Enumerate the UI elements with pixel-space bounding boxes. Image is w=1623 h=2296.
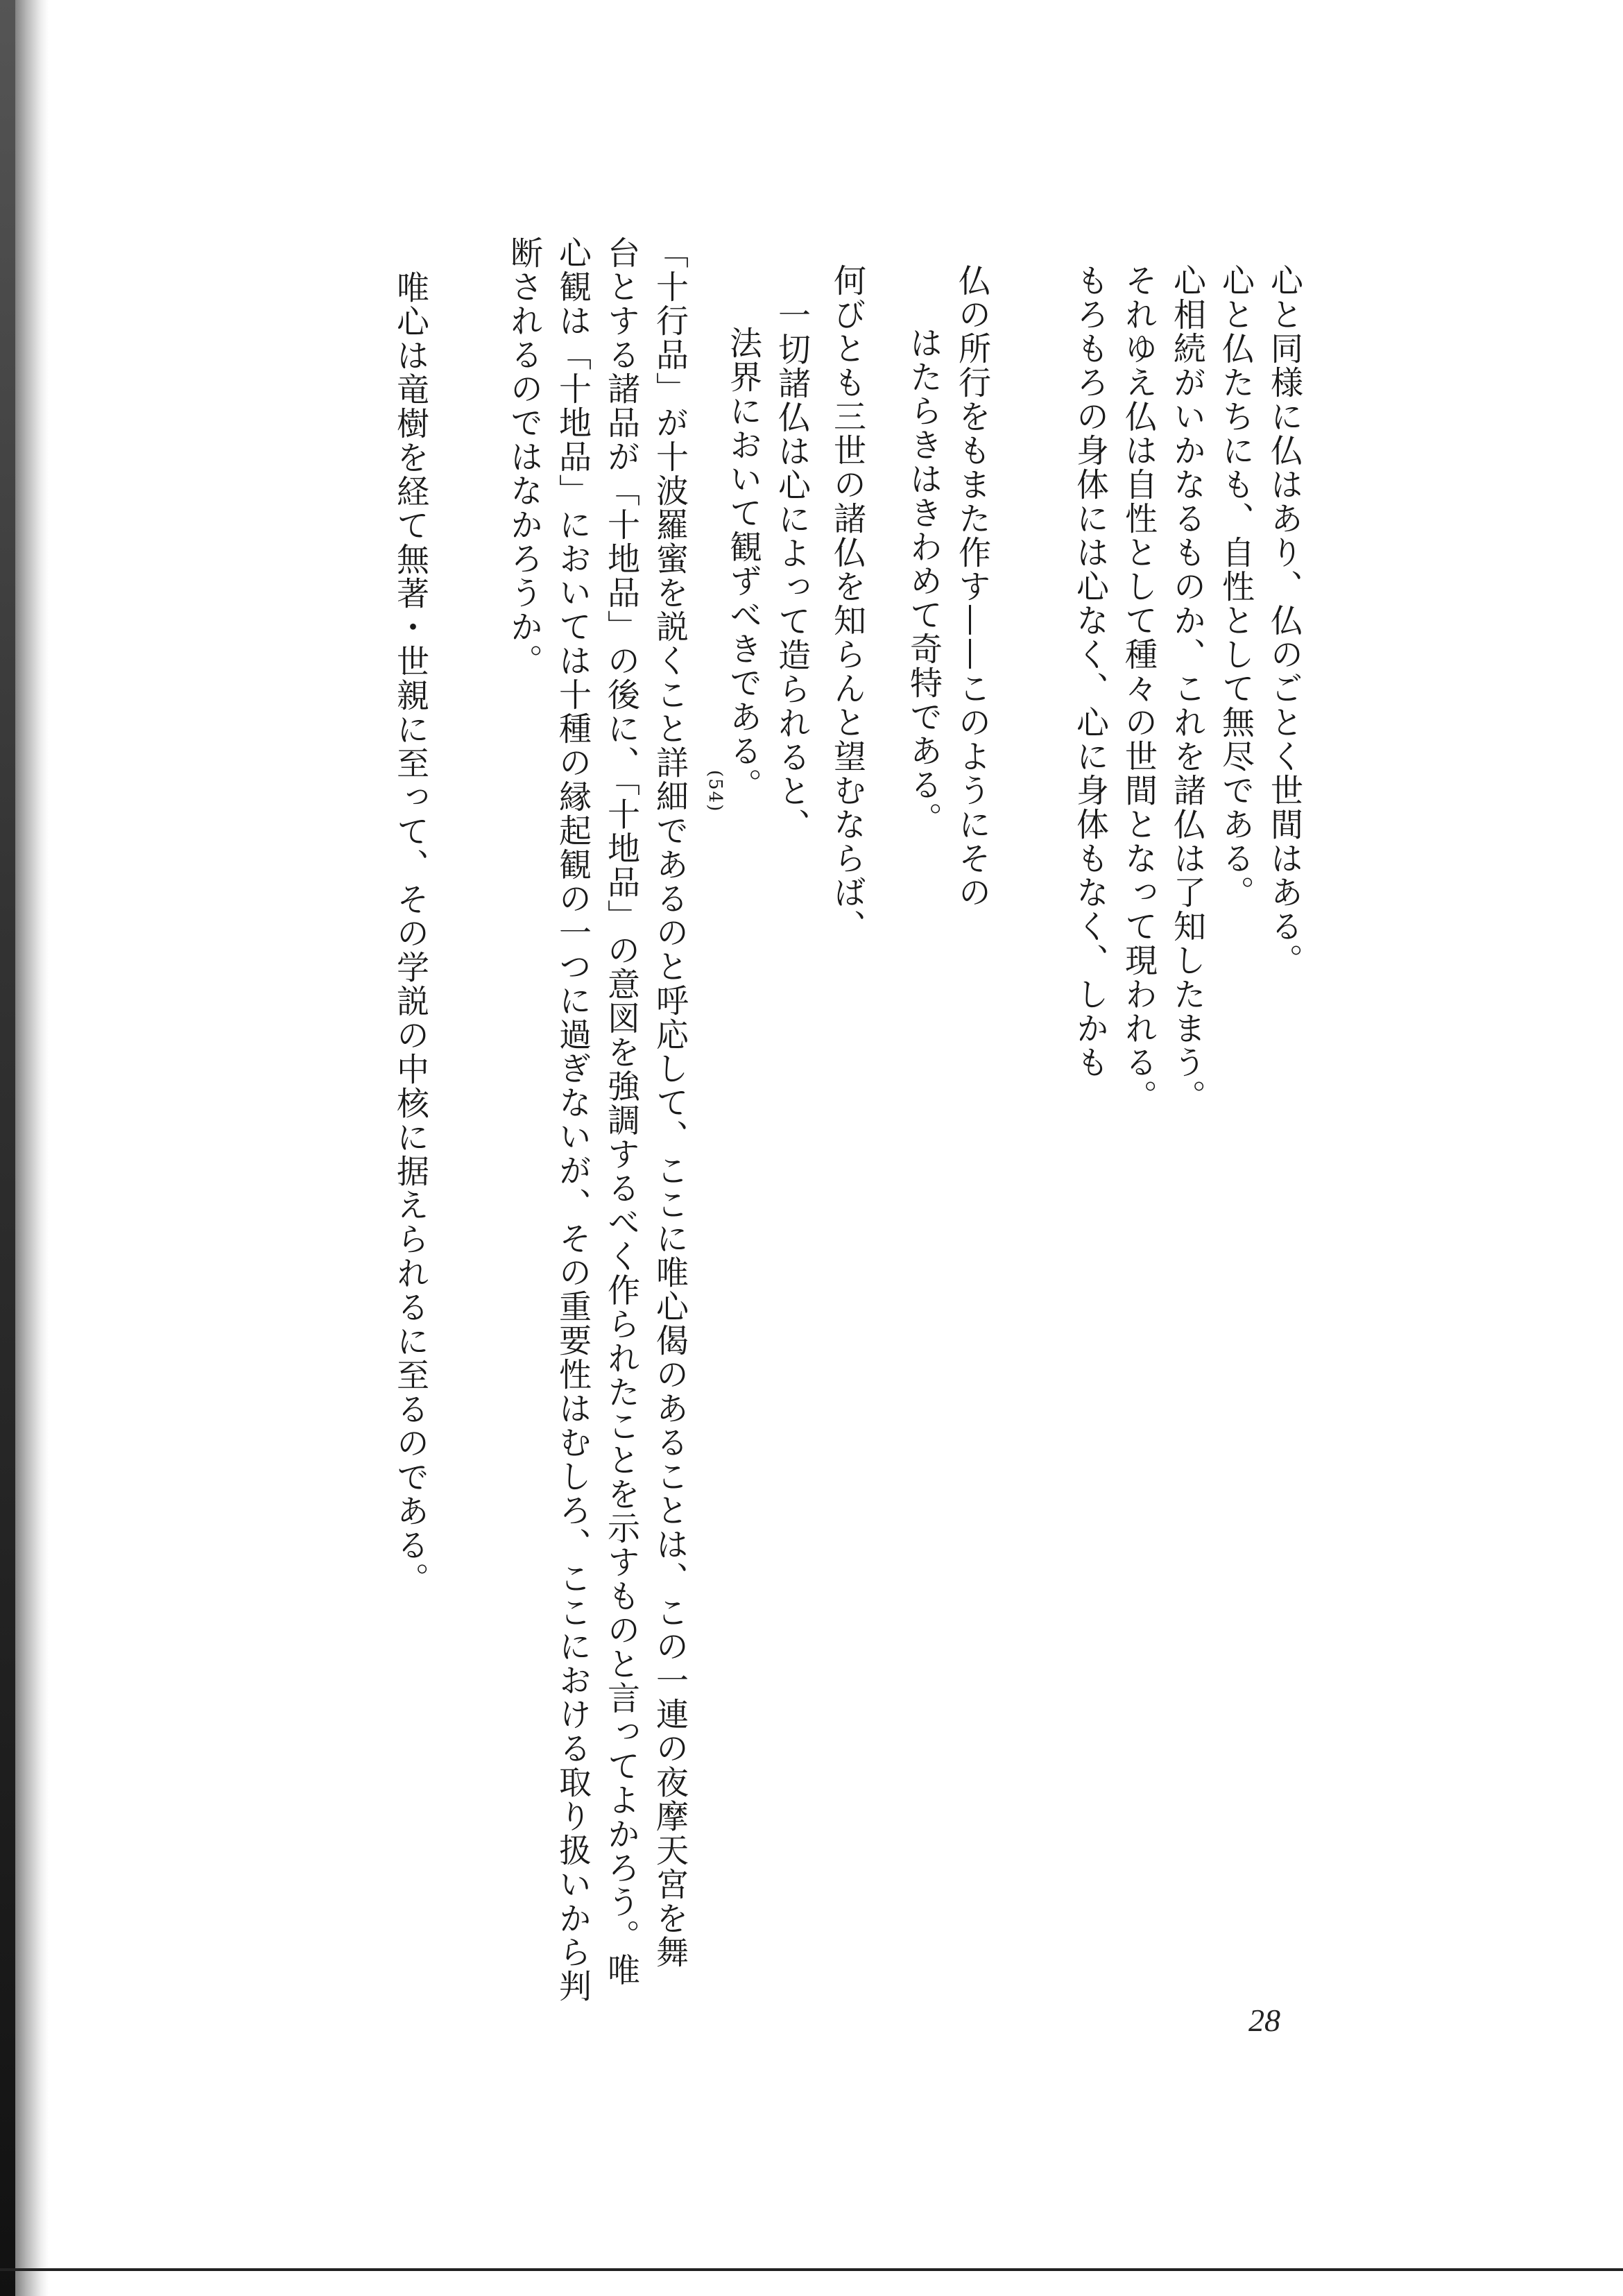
verse-line-10-text: 法界において観ずべきである。: [724, 326, 762, 802]
verse-line-4: それゆえ仏は自性として種々の世間となって現われる。: [1119, 264, 1158, 1113]
page-number: 28: [1248, 2003, 1280, 2038]
body-line-3: 心観は「十地品」においては十種の縁起観の一つに過ぎないが、その重要性はむしろ、ここにおける取り扱いから判: [553, 236, 592, 2003]
verse-line-2: 心と仏たちにも、自性として無尽である。: [1217, 264, 1255, 909]
bottom-rule: [0, 2268, 1623, 2271]
verse-line-1: 心と同様に仏はあり、仏のごとく世間はある。: [1265, 264, 1303, 977]
body-line-5: 唯心は竜樹を経て無著・世親に至って、その学説の中核に据えられるに至るのである。: [391, 271, 429, 1596]
verse-line-3: 心相続がいかなるものか、これを諸仏は了知したまう。: [1168, 264, 1206, 1113]
verse-line-5: もろもろの身体には心なく、心に身体もなく、しかも: [1071, 264, 1109, 1079]
verse-line-7: はたらきはきわめて奇特である。: [904, 326, 943, 836]
body-line-2: 台とする諸品が「十地品」の後に、「十地品」の意図を強調するべく作られたことを示すものと言ってよかろう。唯: [602, 236, 640, 1987]
verse-line-6: 仏の所行をもまた作す——このようにその: [953, 264, 991, 909]
verse-line-9: 一切諸仏は心によって造られると、: [773, 298, 811, 842]
body-line-1: 「十行品」が十波羅蜜を説くこと詳細であるのと呼応して、ここに唯心偈のあることは、この一連の夜摩天宮を舞: [651, 236, 689, 1969]
body-line-4: 断されるのではなかろうか。: [505, 236, 543, 678]
verse-line-10: [724, 326, 762, 802]
footnote-marker: (54): [705, 770, 725, 813]
verse-line-8: 何びとも三世の諸仏を知らんと望むならば、: [828, 264, 866, 943]
scan-binding-edge: [0, 0, 15, 2296]
